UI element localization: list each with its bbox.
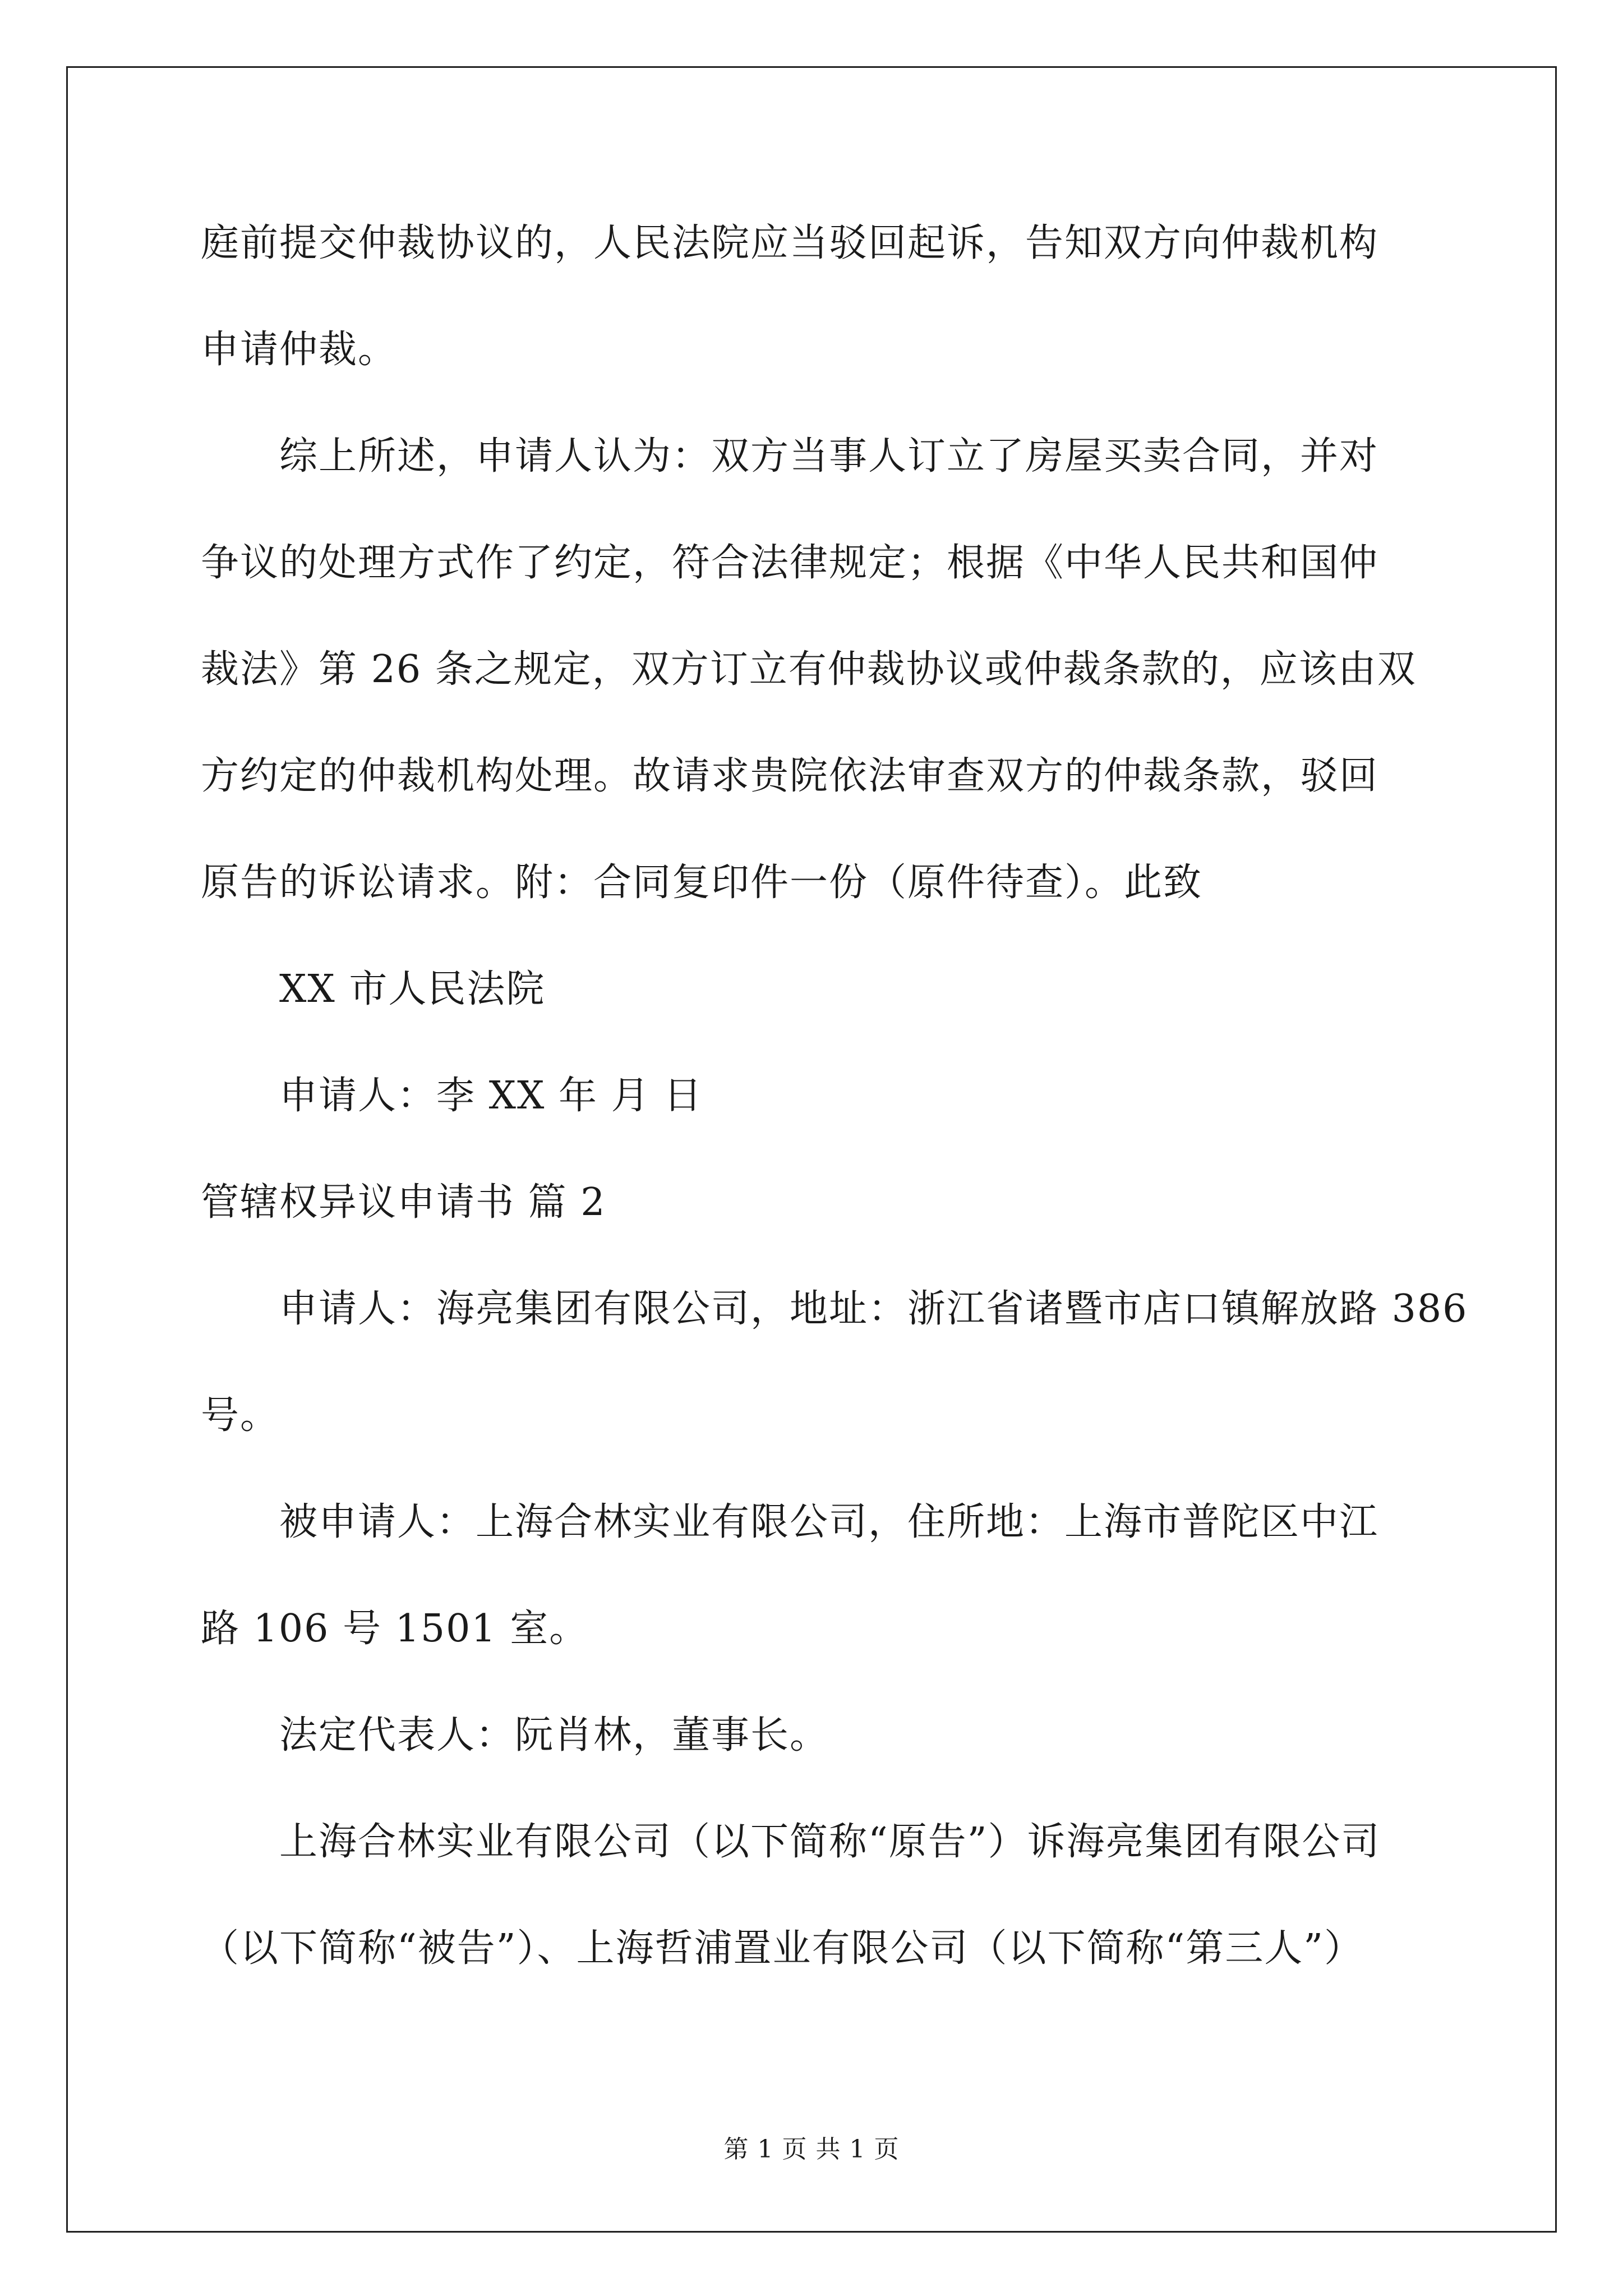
signature-line: 申请人：李 XX 年 月 日 <box>279 1074 703 1118</box>
court-name: XX 市人民法院 <box>279 967 546 1011</box>
body-line: 方约定的仲裁机构处理。故请求贵院依法审查双方的仲裁条款，驳回 <box>201 754 1379 798</box>
body-line: 争议的处理方式作了约定，符合法律规定；根据《中华人民共和国仲 <box>201 541 1379 585</box>
body-line: 申请人：海亮集团有限公司，地址：浙江省诸暨市店口镇解放路 386 <box>279 1287 1468 1331</box>
body-line: 被申请人：上海合林实业有限公司，住所地：上海市普陀区中江 <box>279 1500 1379 1544</box>
page-border <box>66 66 1557 2233</box>
body-line: 法定代表人：阮肖林，董事长。 <box>279 1713 829 1757</box>
body-line: （以下简称“被告”）、上海哲浦置业有限公司（以下简称“第三人”） <box>201 1926 1364 1971</box>
body-line: 综上所述，申请人认为：双方当事人订立了房屋买卖合同，并对 <box>279 434 1379 478</box>
section-title: 管辖权异议申请书 篇 2 <box>201 1180 606 1225</box>
body-line: 原告的诉讼请求。附：合同复印件一份（原件待查）。此致 <box>201 861 1203 905</box>
body-line: 庭前提交仲裁协议的，人民法院应当驳回起诉，告知双方向仲裁机构 <box>201 221 1379 265</box>
page-footer: 第 1 页 共 1 页 <box>723 2135 900 2164</box>
body-line: 申请仲裁。 <box>201 328 398 372</box>
body-line: 裁法》第 26 条之规定，双方订立有仲裁协议或仲裁条款的，应该由双 <box>201 647 1417 692</box>
body-line: 路 106 号 1501 室。 <box>201 1607 589 1651</box>
body-line: 上海合林实业有限公司（以下简称“原告”）诉海亮集团有限公司 <box>279 1820 1381 1864</box>
body-line: 号。 <box>201 1393 280 1438</box>
